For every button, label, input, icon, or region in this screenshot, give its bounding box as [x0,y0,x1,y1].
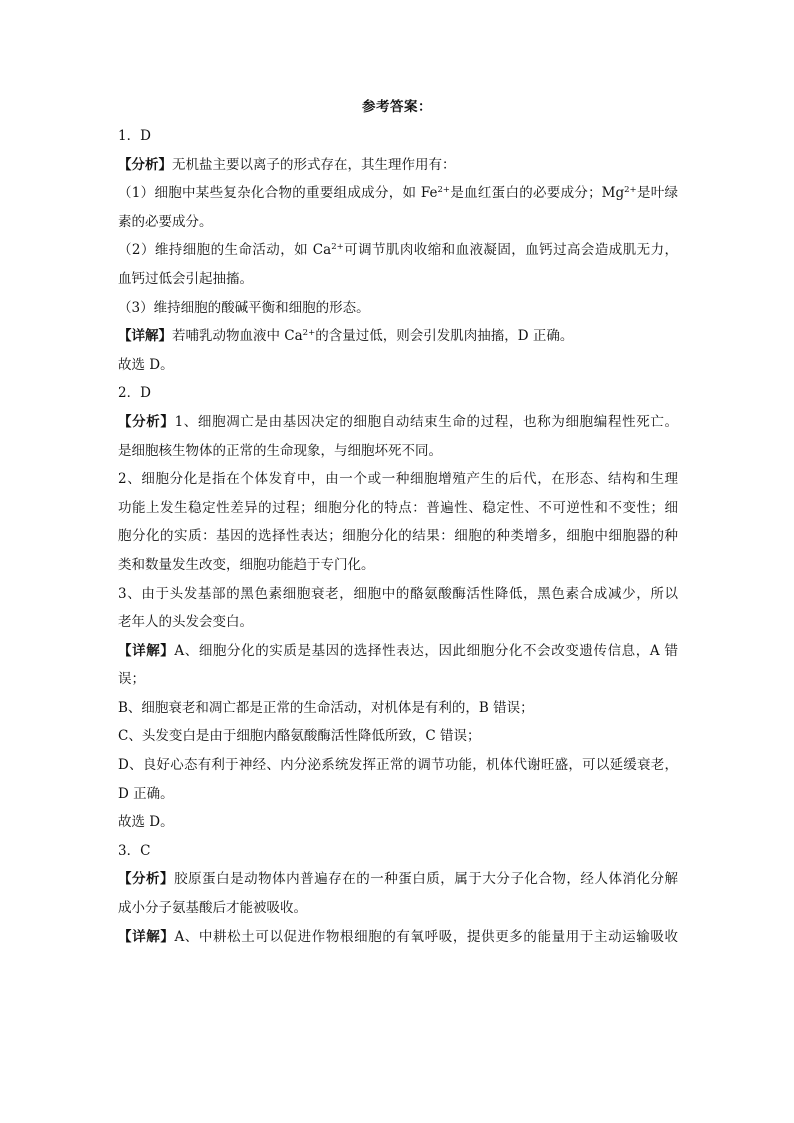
q2-analysis-2b: 功能上发生稳定性差异的过程；细胞分化的特点：普遍性、稳定性、不可逆性和不变性；细 [118,499,678,516]
q1-number: 1．D [118,128,151,144]
q3-number: 3．C [118,842,151,859]
q2-detail-a2: 误； [118,671,145,688]
q2-detail-a1: 【详解】A、细胞分化的实质是基因的选择性表达，因此细胞分化不会改变遗传信息，A 错 [118,642,678,659]
page-title: 参考答案： [362,99,432,115]
q2-analysis-1a: 【分析】1、细胞凋亡是由基因决定的细胞自动结束生命的过程，也称为细胞编程性死亡。 [118,413,678,430]
q1-choice: 故选 D。 [118,356,174,373]
q3-detail-a: 【详解】A、中耕松土可以促进作物根细胞的有氧呼吸，提供更多的能量用于主动运输吸收 [118,928,678,945]
q2-choice: 故选 D。 [118,814,174,831]
answer-content [118,122,678,951]
q1-point2-line2: 血钙过低会引起抽搐。 [118,270,253,287]
q1-point3: （3）维持细胞的酸碱平衡和细胞的形态。 [118,299,370,316]
q2-analysis-1b: 是细胞核生物体的正常的生命现象，与细胞坏死不同。 [118,442,442,459]
q2-detail-d2: D 正确。 [118,785,174,802]
q2-number: 2．D [118,385,151,402]
analysis-tag: 【分析】 [118,156,172,173]
q2-analysis-2a: 2、细胞分化是指在个体发育中，由一个或一种细胞增殖产生的后代，在形态、结构和生理 [118,471,678,488]
q2-analysis-3b: 老年人的头发会变白。 [118,614,253,631]
q1-point1-line2: 素的必要成分。 [118,213,213,230]
q1-detail: 【详解】若哺乳动物血液中 $Ca^{2+}$的含量过低，则会引发肌肉抽搐，D 正确。 [118,328,574,345]
q3-analysis-b: 成小分子氨基酸后才能被吸收。 [118,900,307,917]
q1-analysis [118,151,678,180]
q1-point2-line1: （2）维持细胞的生命活动，如 $Ca^{2+}$可调节肌肉收缩和血液凝固，血钙过高会造成肌无力， [118,242,678,259]
analysis-tag: 【分析】 [118,871,175,888]
q2-analysis-2c: 胞分化的实质：基因的选择性表达；细胞分化的结果：细胞的种类增多，细胞中细胞器的种 [118,528,678,545]
detail-tag: 【详解】 [118,928,175,945]
q2-analysis-3a: 3、由于头发基部的黑色素细胞衰老，细胞中的酪氨酸酶活性降低，黑色素合成减少，所以 [118,585,678,602]
q2-analysis-2d: 类和数量发生改变，细胞功能趋于专门化。 [118,556,375,573]
q3-analysis-a: 【分析】胶原蛋白是动物体内普遍存在的一种蛋白质，属于大分子化合物，经人体消化分解 [118,871,678,888]
q1-point1-line1: （1）细胞中某些复杂化合物的重要组成成分，如 $Fe^{2+}$是血红蛋白的必要成分；$Mg^{2+}$是叶绿 [118,185,678,202]
analysis-tag: 【分析】 [118,413,175,430]
q2-detail-c: C、头发变白是由于细胞内酪氨酸酶活性降低所致，C 错误； [118,728,481,745]
q2-detail-d1: D、良好心态有利于神经、内分泌系统发挥正常的调节功能，机体代谢旺盛，可以延缓衰老， [118,757,678,774]
detail-tag: 【详解】 [118,642,175,659]
detail-tag: 【详解】 [118,328,172,345]
q2-detail-b: B、细胞衰老和凋亡都是正常的生命活动，对机体是有利的，B 错误； [118,699,534,716]
q1-analysis-text: 无机盐主要以离子的形式存在，其生理作用有： [172,156,456,173]
